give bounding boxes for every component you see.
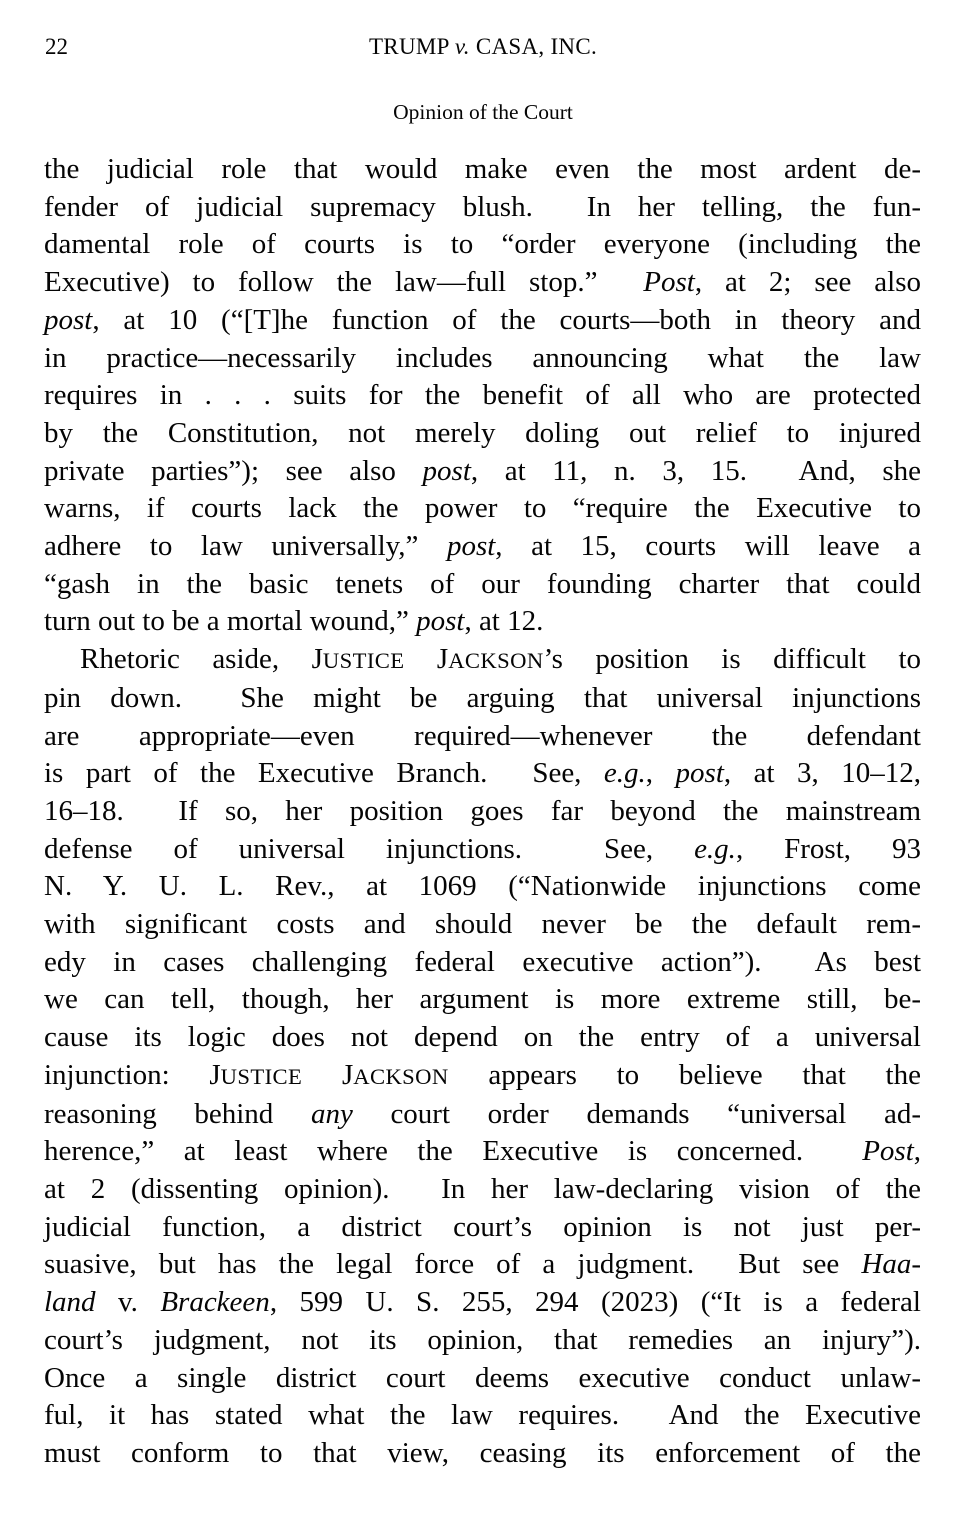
body-line	[44, 1209, 921, 1247]
text-run: court’s judgment, not its opinion, that remedies an injury”).	[44, 1323, 921, 1356]
body-line	[44, 641, 921, 680]
body-line	[44, 906, 921, 944]
text-run: ,	[913, 1135, 921, 1168]
text-run: USTICE	[322, 648, 405, 674]
text-run: USTICE	[220, 1063, 303, 1089]
text-run: the judicial role that would make even the most ardent de-	[44, 153, 921, 185]
text-run: , at 3, 10–12,	[723, 757, 921, 790]
text-run: , at 10 (“[T]he function of the courts—both in theory and	[92, 303, 921, 336]
text-run: is part of the Executive Branch. See,	[44, 757, 604, 790]
text-run: ’s position is difficult to	[543, 643, 921, 676]
text-run: Brackeen	[160, 1286, 270, 1319]
body-line	[44, 831, 921, 869]
body-line	[44, 189, 921, 227]
text-run: with significant costs and should never be the default rem-	[44, 908, 921, 941]
text-run: ACKSON	[448, 648, 544, 674]
text-run: TRUMP	[368, 34, 455, 59]
text-run: post	[675, 757, 724, 790]
text-run: fender of judicial supremacy blush. In her telling, the fun-	[44, 190, 921, 223]
body-line	[44, 528, 921, 566]
body-line	[44, 680, 921, 718]
text-run: injunction: J	[44, 1058, 221, 1091]
text-run: , 599 U. S. 255, 294 (2023) (“It is a federal	[269, 1286, 921, 1319]
text-run: Executive) to follow the law—full stop.”	[44, 266, 644, 299]
text-run: must conform to that view, ceasing its enforcement of the	[44, 1436, 921, 1469]
text-run: by the Constitution, not merely doling out relief to injured	[44, 416, 921, 449]
body-line	[44, 264, 921, 302]
text-run: cause its logic does not depend on the entry of a universal	[44, 1021, 921, 1054]
body-line	[44, 718, 921, 756]
body-line	[44, 302, 921, 340]
text-run: , at 2; see also	[694, 266, 921, 299]
text-run: Haa-	[861, 1248, 921, 1281]
text-run: ,	[645, 757, 676, 790]
text-run: N. Y. U. L. Rev., at 1069 (“Nationwide injunctions come	[44, 870, 921, 903]
text-run: v.	[95, 1286, 161, 1319]
body-line	[44, 1171, 921, 1209]
text-run: e.g.	[694, 832, 736, 865]
body-line	[44, 1057, 921, 1096]
text-run: defense of universal injunctions. See,	[44, 832, 695, 865]
body-line	[44, 1096, 921, 1134]
body-line	[44, 1246, 921, 1284]
text-run: , Frost, 93	[735, 832, 921, 865]
body-line	[44, 226, 921, 264]
text-run: in practice—necessarily includes announcing what the law	[44, 341, 921, 374]
text-run: land	[44, 1286, 96, 1319]
body-line	[44, 490, 921, 528]
body-line	[44, 453, 921, 491]
body-line	[44, 944, 921, 982]
body-line	[44, 1284, 921, 1322]
case-title	[0, 34, 966, 60]
text-run: private parties”); see also	[44, 454, 423, 487]
text-run: edy in cases challenging federal executive action”). As best	[44, 945, 921, 978]
body-line	[44, 1019, 921, 1057]
body-line	[44, 415, 921, 453]
body-line	[44, 1435, 921, 1473]
text-run: Post	[643, 266, 695, 299]
body-line	[44, 603, 921, 641]
text-run: turn out to be a mortal wound,”	[44, 605, 417, 638]
text-run: Post	[862, 1135, 914, 1168]
body-line	[44, 981, 921, 1019]
text-run: 16–18. If so, her position goes far beyond the mainstream	[44, 794, 921, 827]
text-run: , at 12.	[464, 605, 544, 638]
text-run: pin down. She might be arguing that universal injunctions	[44, 681, 921, 714]
body-line	[44, 1360, 921, 1398]
text-run: ful, it has stated what the law requires. And the Executive	[44, 1399, 921, 1432]
text-run: J	[404, 643, 449, 676]
body-line	[44, 566, 921, 604]
text-run: CASA, INC.	[469, 34, 598, 59]
text-run: Rhetoric aside, J	[80, 643, 323, 676]
body-line	[44, 340, 921, 378]
text-run: “gash in the basic tenets of our founding charter that could	[44, 567, 921, 600]
body-line	[44, 793, 921, 831]
text-run: we can tell, though, her argument is more extreme still, be-	[44, 983, 921, 1016]
text-run: are appropriate—even required—whenever the defendant	[44, 719, 921, 752]
text-run: suasive, but has the legal force of a judgment. But see	[44, 1248, 862, 1281]
body-line	[44, 1133, 921, 1171]
text-run: any	[310, 1097, 353, 1130]
text-run: herence,” at least where the Executive is concerned.	[44, 1135, 863, 1168]
text-run: appears to believe that the	[448, 1058, 921, 1091]
text-run: post	[422, 454, 471, 487]
text-run: post	[44, 303, 93, 336]
text-run: ACKSON	[353, 1063, 449, 1089]
text-run: e.g.	[603, 757, 646, 790]
text-run: court order demands “universal ad-	[352, 1097, 922, 1130]
body-line	[44, 755, 921, 793]
text-run: post	[446, 530, 496, 563]
body-line	[44, 377, 921, 415]
text-run: , at 15, courts will leave a	[495, 530, 921, 563]
page-number: 22	[45, 34, 68, 59]
text-run: judicial function, a district court’s opinion is not just per-	[44, 1210, 921, 1243]
text-run: adhere to law universally,”	[44, 530, 447, 563]
opinion-body	[44, 151, 921, 1473]
body-line	[44, 151, 921, 189]
text-run: post	[416, 605, 465, 638]
body-line	[44, 1322, 921, 1360]
section-title: Opinion of the Court	[393, 100, 573, 124]
text-run: warns, if courts lack the power to “require the Executive to	[44, 492, 921, 525]
text-run: Once a single district court deems executive conduct unlaw-	[44, 1361, 921, 1394]
text-run: v.	[454, 34, 470, 59]
text-run: J	[302, 1058, 354, 1091]
text-run: reasoning behind	[44, 1097, 311, 1130]
body-line	[44, 1397, 921, 1435]
text-run: , at 11, n. 3, 15. And, she	[470, 454, 921, 487]
text-run: requires in . . . suits for the benefit of all who are protected	[44, 379, 921, 412]
text-run: damental role of courts is to “order everyone (including the	[44, 228, 921, 261]
text-run: at 2 (dissenting opinion). In her law-declaring vision of the	[44, 1172, 921, 1205]
body-line	[44, 868, 921, 906]
